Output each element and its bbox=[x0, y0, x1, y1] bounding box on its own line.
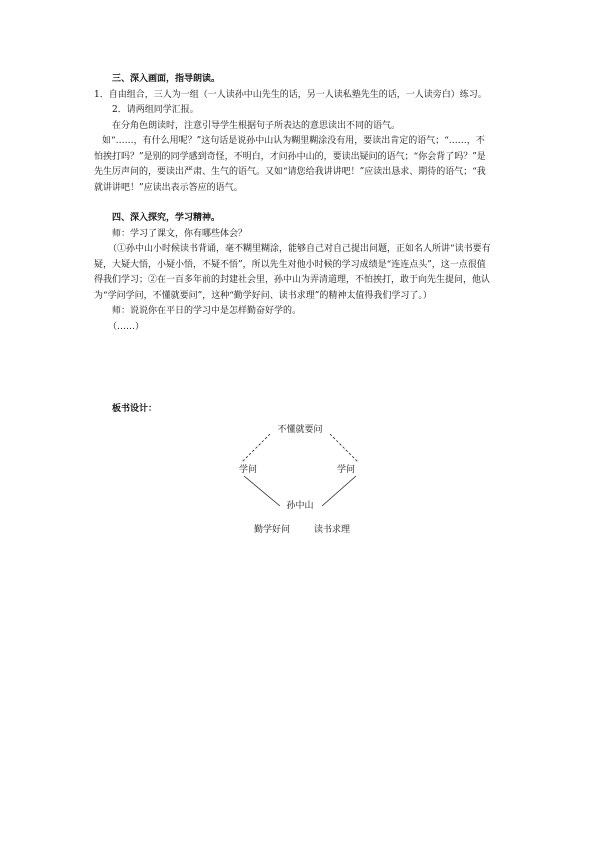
paragraph: 如“……，有什么用呢？”这句话是说孙中山认为糊里糊涂没有用，要读出肯定的语气；“……，不怕挨打吗？”是别的同学感到奇怪，不明白，才问孙中山的，要读出疑问的语气；“你会背了吗？”是先生厉声问的，要读出严肃、生气的语气。又如“请您给我讲讲吧！”应读出恳求、期待的语气；“我就讲讲吧！”应读出表示答应的语气。 bbox=[94, 136, 486, 193]
paragraph: 在分角色朗读时，注意引导学生根据句子所表达的意思读出不同的语气。 bbox=[112, 120, 401, 131]
solid-line bbox=[244, 476, 280, 506]
paragraph: （①孙中山小时候读书背诵，毫不糊里糊涂，能够自己对自己提出问题，正如名人所讲“读书要有疑，大疑大悟，小疑小悟，不疑不悟”，所以先生对他小时候的学习成绩是“连连点头”，这一点很值得我们学习；②在一百多年前的封建社会里，孙中山为弄清道理，不怕挨打，敢于向先生提问，他认为“学问学问，不懂就要问”，这种“勤学好问、读书求理”的精神太值得我们学习了。） bbox=[94, 244, 491, 301]
paragraph: 1．自由组合，三人为一组（一人读孙中山先生的话，另一人读私塾先生的话，一人读旁白）练习。 bbox=[94, 89, 487, 100]
board-bottom-label: 孙中山 bbox=[286, 501, 314, 511]
board-footer-left: 勤学好问 bbox=[253, 525, 291, 535]
board-top-label: 不懂就要问 bbox=[277, 425, 323, 435]
section-4 bbox=[94, 211, 492, 335]
paragraph: 师：学习了课文，你有哪些体会？ bbox=[112, 228, 248, 239]
solid-line bbox=[322, 476, 356, 506]
board-title: 板书设计： bbox=[112, 404, 158, 414]
section-3 bbox=[94, 72, 492, 196]
paragraph: 师：说说你在平日的学习中是怎样勤奋好学的。 bbox=[112, 306, 302, 316]
board-left-label: 学问 bbox=[238, 465, 258, 475]
dashed-line bbox=[330, 434, 358, 462]
paragraph: 2．请两组同学汇报。 bbox=[112, 105, 199, 115]
board-footer-right: 读书求理 bbox=[313, 525, 351, 535]
board-diagram bbox=[220, 420, 380, 540]
dashed-line bbox=[242, 434, 270, 462]
board-right-label: 学问 bbox=[336, 465, 356, 475]
section-heading: 三、深入画面，指导朗读。 bbox=[112, 74, 221, 84]
section-heading: 四、深入探究，学习精神。 bbox=[112, 213, 221, 223]
paragraph: （……） bbox=[108, 321, 145, 332]
lesson-content bbox=[94, 72, 492, 335]
